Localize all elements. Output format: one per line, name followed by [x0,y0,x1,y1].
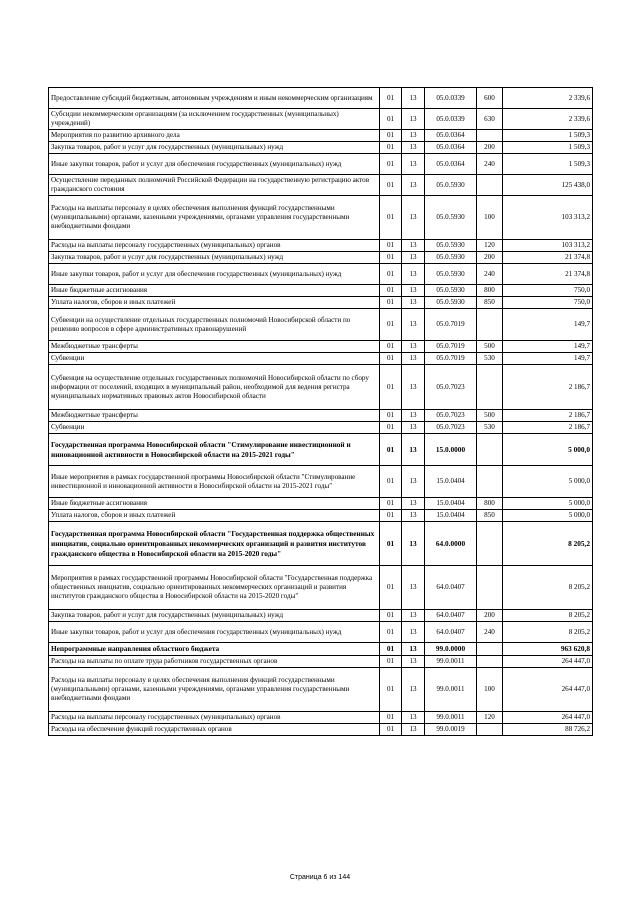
row-target-article: 99.0.0000 [425,643,477,656]
table-row [49,252,593,264]
row-subsection: 13 [402,510,425,522]
row-subsection: 13 [402,434,425,466]
row-amount: 8 205,2 [503,622,593,643]
row-amount: 88 726,2 [503,724,593,736]
row-amount: 5 000,0 [503,498,593,510]
row-amount: 149,7 [503,309,593,341]
row-subsection: 13 [402,353,425,365]
row-amount: 1 509,3 [503,142,593,154]
table-row [49,466,593,498]
row-expense-type: 800 [477,285,503,297]
row-target-article: 99.0.0011 [425,668,477,712]
row-amount: 103 313,2 [503,240,593,252]
table-row [49,668,593,712]
row-subsection: 13 [402,522,425,566]
row-subsection: 13 [402,142,425,154]
row-subsection: 13 [402,422,425,434]
row-section: 01 [380,130,402,142]
table-row [49,341,593,353]
row-subsection: 13 [402,656,425,668]
row-section: 01 [380,422,402,434]
row-amount: 5 000,0 [503,510,593,522]
page-footer [0,874,640,881]
row-target-article: 05.0.5930 [425,240,477,252]
row-expense-type: 600 [477,88,503,109]
table-row [49,656,593,668]
row-target-article: 05.0.0364 [425,142,477,154]
row-expense-type [477,309,503,341]
row-section: 01 [380,175,402,196]
row-expense-type: 240 [477,264,503,285]
row-target-article: 05.0.7019 [425,309,477,341]
row-section: 01 [380,566,402,610]
row-expense-type [477,724,503,736]
table-row [49,285,593,297]
row-section: 01 [380,643,402,656]
row-amount: 8 205,2 [503,610,593,622]
table-row [49,309,593,341]
row-section: 01 [380,434,402,466]
table-row [49,712,593,724]
row-subsection: 13 [402,466,425,498]
row-target-article: 99.0.0011 [425,656,477,668]
row-expense-type [477,656,503,668]
row-section: 01 [380,365,402,410]
row-expense-type [477,175,503,196]
row-target-article: 05.0.0339 [425,88,477,109]
table-row [49,365,593,410]
row-target-article: 15.0.0404 [425,510,477,522]
row-target-article: 05.0.7023 [425,365,477,410]
row-target-article: 64.0.0407 [425,622,477,643]
row-name: Уплата налогов, сборов и иных платежей [49,297,380,309]
row-section: 01 [380,510,402,522]
row-section: 01 [380,109,402,130]
row-subsection: 13 [402,643,425,656]
row-section: 01 [380,466,402,498]
row-amount: 103 313,2 [503,196,593,240]
row-amount: 8 205,2 [503,566,593,610]
row-amount: 1 509,3 [503,154,593,175]
row-name: Расходы на выплаты персоналу государственных (муниципальных) органов [49,240,380,252]
row-amount: 149,7 [503,341,593,353]
row-amount: 5 000,0 [503,434,593,466]
row-expense-type: 200 [477,142,503,154]
row-subsection: 13 [402,724,425,736]
row-name: Субвенции на осуществление отдельных государственных полномочий Новосибирской области по решению вопросов в сфере административных правонарушений [49,309,380,341]
row-target-article: 64.0.0407 [425,610,477,622]
row-amount: 149,7 [503,353,593,365]
row-section: 01 [380,712,402,724]
row-name: Иные бюджетные ассигнования [49,285,380,297]
row-section: 01 [380,522,402,566]
row-amount: 2 186,7 [503,422,593,434]
row-amount: 750,0 [503,297,593,309]
table-row [49,522,593,566]
row-section: 01 [380,353,402,365]
row-amount: 8 205,2 [503,522,593,566]
row-target-article: 99.0.0019 [425,724,477,736]
row-expense-type: 100 [477,196,503,240]
row-subsection: 13 [402,88,425,109]
row-expense-type [477,522,503,566]
row-subsection: 13 [402,410,425,422]
row-name: Мероприятия по развитию архивного дела [49,130,380,142]
row-subsection: 13 [402,175,425,196]
row-name: Предоставление субсидий бюджетным, автономным учреждениям и иным некоммерческим организациям [49,88,380,109]
row-section: 01 [380,252,402,264]
row-name: Осуществление переданных полномочий Российской Федерации на государственную регистрацию актов гражданского состояния [49,175,380,196]
row-subsection: 13 [402,341,425,353]
row-target-article: 05.0.0364 [425,130,477,142]
row-amount: 2 339,6 [503,88,593,109]
row-target-article: 05.0.0364 [425,154,477,175]
row-target-article: 64.0.0000 [425,522,477,566]
table-row [49,510,593,522]
row-amount: 21 374,8 [503,252,593,264]
table-row [49,566,593,610]
row-target-article: 05.0.5930 [425,264,477,285]
row-name: Закупка товаров, работ и услуг для государственных (муниципальных) нужд [49,252,380,264]
row-name: Иные мероприятия в рамках государственной программы Новосибирской области "Стимулирование инвестиционной и инновационной активности в Новосибирской области на 2015-2021 годы" [49,466,380,498]
row-expense-type: 500 [477,410,503,422]
row-subsection: 13 [402,285,425,297]
row-target-article: 05.0.5930 [425,297,477,309]
row-target-article: 05.0.5930 [425,252,477,264]
row-name: Расходы на выплаты персоналу в целях обеспечения выполнения функций государственными (муниципальными) органами, казенными учреждениями, органами управления государственными внебюджетными фондами [49,196,380,240]
table-row [49,498,593,510]
row-name: Межбюджетные трансферты [49,341,380,353]
row-name: Государственная программа Новосибирской области "Стимулирование инвестиционной и инновационной активности в Новосибирской области на 2015-2021 годы" [49,434,380,466]
table-row [49,196,593,240]
row-name: Субвенция на осуществление отдельных государственных полномочий Новосибирской области по сбору информации от поселений, входящих в муниципальный район, необходимой для ведения регистра муниципальных нормативных правовых актов Новосибирской области [49,365,380,410]
row-name: Непрограммные направления областного бюджета [49,643,380,656]
row-amount: 264 447,0 [503,712,593,724]
row-amount: 963 620,8 [503,643,593,656]
row-name: Уплата налогов, сборов и иных платежей [49,510,380,522]
row-amount: 2 186,7 [503,365,593,410]
row-subsection: 13 [402,154,425,175]
row-section: 01 [380,240,402,252]
row-expense-type [477,643,503,656]
table-row [49,240,593,252]
row-subsection: 13 [402,109,425,130]
row-section: 01 [380,154,402,175]
row-name: Закупка товаров, работ и услуг для государственных (муниципальных) нужд [49,610,380,622]
page-number: Страница 6 из 144 [289,874,351,881]
row-section: 01 [380,297,402,309]
row-subsection: 13 [402,130,425,142]
table-row [49,154,593,175]
table-row [49,264,593,285]
row-section: 01 [380,656,402,668]
row-section: 01 [380,341,402,353]
row-target-article: 05.0.7023 [425,410,477,422]
table-row [49,724,593,736]
row-name: Мероприятия в рамках государственной программы Новосибирской области "Государственная поддержка общественных инициатив, социально ориентированных некоммерческих организаций и развития институтов гражданского общества в Новосибирской области на 2015-2020 годы" [49,566,380,610]
budget-sheet [48,87,592,736]
row-name: Субвенции [49,422,380,434]
row-amount: 2 186,7 [503,410,593,422]
row-section: 01 [380,610,402,622]
table-row [49,109,593,130]
row-expense-type: 200 [477,610,503,622]
row-subsection: 13 [402,498,425,510]
row-name: Расходы на выплаты персоналу государственных (муниципальных) органов [49,712,380,724]
row-expense-type: 120 [477,240,503,252]
row-subsection: 13 [402,309,425,341]
row-subsection: 13 [402,264,425,285]
row-target-article: 15.0.0404 [425,466,477,498]
row-subsection: 13 [402,240,425,252]
row-expense-type: 530 [477,353,503,365]
row-expense-type: 100 [477,668,503,712]
row-target-article: 05.0.7019 [425,341,477,353]
row-amount: 21 374,8 [503,264,593,285]
row-section: 01 [380,285,402,297]
row-name: Государственная программа Новосибирской области "Государственная поддержка общественных инициатив, социально ориентированных некоммерческих организаций и развития институтов гражданского общества в Новосибирской области на 2015-2020 годы" [49,522,380,566]
row-section: 01 [380,498,402,510]
row-name: Иные бюджетные ассигнования [49,498,380,510]
row-target-article: 05.0.7023 [425,422,477,434]
row-expense-type [477,566,503,610]
row-target-article: 05.0.5930 [425,285,477,297]
row-subsection: 13 [402,610,425,622]
row-target-article: 05.0.7019 [425,353,477,365]
row-amount: 2 339,6 [503,109,593,130]
row-section: 01 [380,142,402,154]
row-target-article: 64.0.0407 [425,566,477,610]
budget-table-body [49,88,593,736]
row-name: Расходы на обеспечение функций государственных органов [49,724,380,736]
row-subsection: 13 [402,712,425,724]
row-expense-type [477,466,503,498]
table-row [49,142,593,154]
row-section: 01 [380,410,402,422]
table-row [49,422,593,434]
row-name: Иные закупки товаров, работ и услуг для обеспечения государственных (муниципальных) нужд [49,264,380,285]
row-subsection: 13 [402,196,425,240]
row-subsection: 13 [402,365,425,410]
table-row [49,643,593,656]
row-name: Субсидии некоммерческим организациям (за исключением государственных (муниципальных) учреждений) [49,109,380,130]
table-row [49,622,593,643]
row-target-article: 99.0.0011 [425,712,477,724]
row-expense-type: 630 [477,109,503,130]
row-amount: 264 447,0 [503,656,593,668]
table-row [49,610,593,622]
row-expense-type [477,130,503,142]
row-section: 01 [380,724,402,736]
row-subsection: 13 [402,297,425,309]
row-amount: 750,0 [503,285,593,297]
row-amount: 125 438,0 [503,175,593,196]
row-section: 01 [380,309,402,341]
row-name: Иные закупки товаров, работ и услуг для обеспечения государственных (муниципальных) нужд [49,622,380,643]
row-target-article: 05.0.5930 [425,175,477,196]
row-name: Иные закупки товаров, работ и услуг для обеспечения государственных (муниципальных) нужд [49,154,380,175]
row-subsection: 13 [402,566,425,610]
table-row [49,410,593,422]
row-name: Расходы на выплаты по оплате труда работников государственных органов [49,656,380,668]
row-section: 01 [380,264,402,285]
row-expense-type: 240 [477,622,503,643]
row-expense-type: 240 [477,154,503,175]
row-expense-type: 800 [477,498,503,510]
row-section: 01 [380,196,402,240]
row-amount: 5 000,0 [503,466,593,498]
table-row [49,130,593,142]
table-row [49,353,593,365]
row-subsection: 13 [402,622,425,643]
row-name: Закупка товаров, работ и услуг для государственных (муниципальных) нужд [49,142,380,154]
row-section: 01 [380,622,402,643]
row-expense-type: 850 [477,510,503,522]
row-target-article: 15.0.0404 [425,498,477,510]
row-expense-type: 200 [477,252,503,264]
row-expense-type [477,365,503,410]
row-amount: 264 447,0 [503,668,593,712]
row-expense-type: 850 [477,297,503,309]
row-name: Субвенции [49,353,380,365]
row-section: 01 [380,668,402,712]
row-name: Расходы на выплаты персоналу в целях обеспечения выполнения функций государственными (муниципальными) органами, казенными учреждениями, органами управления государственными внебюджетными фондами [49,668,380,712]
row-section: 01 [380,88,402,109]
row-subsection: 13 [402,668,425,712]
table-row [49,175,593,196]
row-expense-type: 500 [477,341,503,353]
row-target-article: 05.0.5930 [425,196,477,240]
row-expense-type: 530 [477,422,503,434]
row-name: Межбюджетные трансферты [49,410,380,422]
row-expense-type: 120 [477,712,503,724]
row-subsection: 13 [402,252,425,264]
table-row [49,434,593,466]
row-expense-type [477,434,503,466]
table-row [49,88,593,109]
table-row [49,297,593,309]
row-target-article: 05.0.0339 [425,109,477,130]
budget-table [48,87,593,736]
row-amount: 1 509,3 [503,130,593,142]
row-target-article: 15.0.0000 [425,434,477,466]
